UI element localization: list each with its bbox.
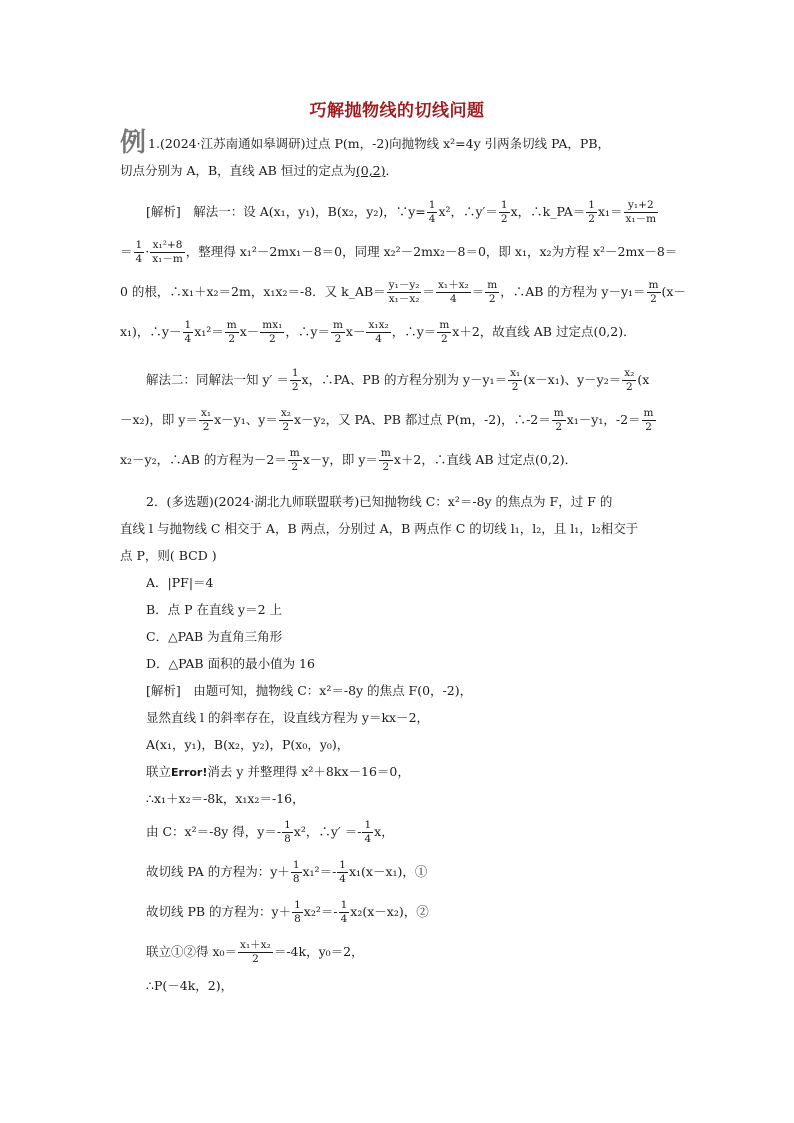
document-body (120, 128, 686, 999)
fraction: $\frac{1}{8}$ (284, 819, 291, 845)
fraction: $\frac{\text{x₂}}{2}$ (624, 367, 635, 393)
fraction: $\frac{\text{mx₁}}{2}$ (262, 319, 283, 345)
fraction: $\frac{m}{2}$ (226, 319, 237, 345)
fraction: $\frac{\text{y₁+2}}{\text{x₁－m}}$ (625, 199, 657, 225)
q2-analysis-5: ∴x₁＋x₂＝-8k，x₁x₂＝-16， (146, 791, 305, 806)
q2-analysis-1: [解析] 由题可知，抛物线 C：x²＝-8y 的焦点 F(0，-2)， (146, 683, 473, 698)
fraction: $\frac{\text{x₁}}{2}$ (510, 367, 521, 393)
fraction: $\frac{\text{x₁}}{2}$ (200, 407, 212, 433)
fraction: $\frac{1}{2}$ (588, 199, 595, 225)
solution2-line-2: －x₂)，即 y＝ $\frac{\text{x₁}}{2}$ x－y₁、y＝ $\frac{\text{x₂}}{2}$ x－y₂，又 PA、PB 都过点 P(m，-2)，∴-2＝ $\frac{m}{2}$ x₁－y₁，-2＝ $\frac{m}{2}$ (120, 407, 654, 433)
q2-analysis-4: 联立Error!消去 y 并整理得 x²＋8kx－16＝0， (146, 764, 410, 779)
answer-blank: (0,2) (355, 163, 386, 178)
fraction: $\frac{m}{2}$ (380, 447, 391, 473)
fraction: $\frac{m}{2}$ (643, 407, 654, 433)
fraction: $\frac{1}{4}$ (428, 199, 436, 225)
fraction: $\frac{\text{x₁＋x₂}}{2}$ (240, 939, 271, 965)
q2-analysis-7: 故切线 PA 的方程为：y＋ $\frac{1}{8}$ x₁²＝- $\frac{1}{4}$ x₁(x－x₁)，① (146, 859, 428, 885)
q2-analysis-6: 由 C：x²＝-8y 得，y＝- $\frac{1}{8}$ x²，∴y′ ＝- $\frac{1}{4}$ x， (146, 819, 394, 845)
solution1-line-1: [解析] 解法一：设 A(x₁，y₁)，B(x₂，y₂)，∵y= $\frac{1}{4}$ x²，∴y′＝ $\frac{1}{2}$ x，∴k_PA＝ $\frac{1}{2}$ x₁＝ $\frac{\text{y₁+2}}{\text{x₁－m}}$ (146, 199, 657, 225)
q2-line-2: 直线 l 与抛物线 C 相交于 A，B 两点，分别过 A，B 两点作 C 的切线 l₁，l₂，且 l₁，l₂相交于 (120, 521, 639, 536)
fraction: $\frac{\text{y₁－y₂}}{\text{x₁－x₂}}$ (388, 279, 420, 305)
solution1-line-3: 0 的根，∴x₁＋x₂＝2m，x₁x₂＝-8．又 k_AB＝ $\frac{\text{y₁－y₂}}{\text{x₁－x₂}}$ ＝ $\frac{\text{x₁＋x₂}}{4}$ ＝ $\frac{m}{2}$ ，∴AB 的方程为 y－y₁＝ $\frac{m}{2}$ (x－ (120, 279, 686, 305)
fraction: $\frac{1}{4}$ (364, 819, 372, 845)
fraction: $\frac{\text{x₂}}{2}$ (280, 407, 291, 433)
fraction: $\frac{1}{2}$ (500, 199, 508, 225)
fraction: $\frac{\text{x₁x₂}}{4}$ (368, 319, 389, 345)
fraction: $\frac{m}{2}$ (289, 447, 300, 473)
fraction: $\frac{1}{2}$ (291, 367, 299, 393)
error-text: Error! (171, 766, 208, 779)
fraction: $\frac{m}{2}$ (648, 279, 659, 305)
fraction: $\frac{\text{x₁²+8}}{\text{x₁－m}}$ (152, 239, 183, 265)
q2-analysis-3: A(x₁，y₁)，B(x₂，y₂)，P(x₀，y₀)， (146, 737, 350, 752)
fraction: $\frac{1}{4}$ (184, 319, 192, 345)
fraction: $\frac{1}{4}$ (340, 899, 348, 925)
fraction: $\frac{1}{8}$ (294, 899, 301, 925)
solution1-line-2: ＝ $\frac{1}{4}$ · $\frac{\text{x₁²+8}}{\text{x₁－m}}$ ，整理得 x₁²－2mx₁－8＝0，同理 x₂²－2mx₂－8＝0，即 x₁，x₂为方程 x²－2mx－8＝ (120, 239, 678, 265)
fraction: $\frac{m}{2}$ (332, 319, 343, 345)
fraction: $\frac{1}{8}$ (292, 859, 300, 885)
option-c: C．△PAB 为直角三角形 (146, 629, 283, 644)
fraction: $\frac{m}{2}$ (439, 319, 450, 345)
solution2-line-3: x₂－y₂，∴AB 的方程为－2＝ $\frac{m}{2}$ x－y，即 y＝ $\frac{m}{2}$ x＋2，∴直线 AB 过定点(0,2)． (120, 447, 578, 473)
option-d: D．△PAB 面积的最小值为 16 (146, 656, 315, 671)
q1-line-2: 切点分别为 A，B，直线 AB 恒过的定点为(0,2)． (120, 163, 399, 178)
example-badge: 例 (120, 128, 147, 158)
fraction: $\frac{m}{2}$ (487, 279, 498, 305)
q2-analysis-2: 显然直线 l 的斜率存在，设直线方程为 y＝kx－2， (146, 710, 430, 725)
option-b: B．点 P 在直线 y＝2 上 (146, 602, 283, 617)
q2-line-1: 2．(多选题)(2024·湖北九师联盟联考)已知抛物线 C：x²＝-8y 的焦点为 F，过 F 的 (146, 494, 613, 509)
q1-line-1: 例 1.(2024·江苏南通如皋调研)过点 P(m，-2)向抛物线 x²=4y 引两条切线 PA，PB， (120, 128, 611, 158)
solution2-line-1: 解法二：同解法一知 y′ ＝ $\frac{1}{2}$ x，∴PA、PB 的方程分别为 y－y₁＝ $\frac{\text{x₁}}{2}$ (x－x₁)、y－y₂＝ $\frac{\text{x₂}}{2}$ (x (146, 367, 650, 393)
option-a: A．|PF|＝4 (146, 575, 214, 590)
q2-analysis-9: 联立①②得 x₀＝ $\frac{\text{x₁＋x₂}}{2}$ ＝-4k，y₀＝2， (146, 939, 364, 965)
fraction: $\frac{\text{x₁＋x₂}}{4}$ (437, 279, 469, 305)
fraction: $\frac{1}{4}$ (339, 859, 346, 885)
solution1-line-4: x₁)，∴y－ $\frac{1}{4}$ x₁²＝ $\frac{m}{2}$ x－ $\frac{\text{mx₁}}{2}$ ，∴y＝ $\frac{m}{2}$ x－ $\frac{\text{x₁x₂}}{4}$ ，∴y＝ $\frac{m}{2}$ x＋2，故直线 AB 过定点(0,2)． (120, 319, 636, 345)
q2-analysis-10: ∴P(－4k，2)， (146, 978, 234, 993)
fraction: $\frac{m}{2}$ (553, 407, 564, 433)
page-title: 巧解抛物线的切线问题 (309, 101, 485, 121)
fraction: $\frac{1}{4}$ (135, 239, 143, 265)
q2-line-3: 点 P，则( BCD ) (120, 548, 217, 563)
q2-analysis-8: 故切线 PB 的方程为：y＋ $\frac{1}{8}$ x₂²＝- $\frac{1}{4}$ x₂(x－x₂)，② (146, 899, 429, 925)
